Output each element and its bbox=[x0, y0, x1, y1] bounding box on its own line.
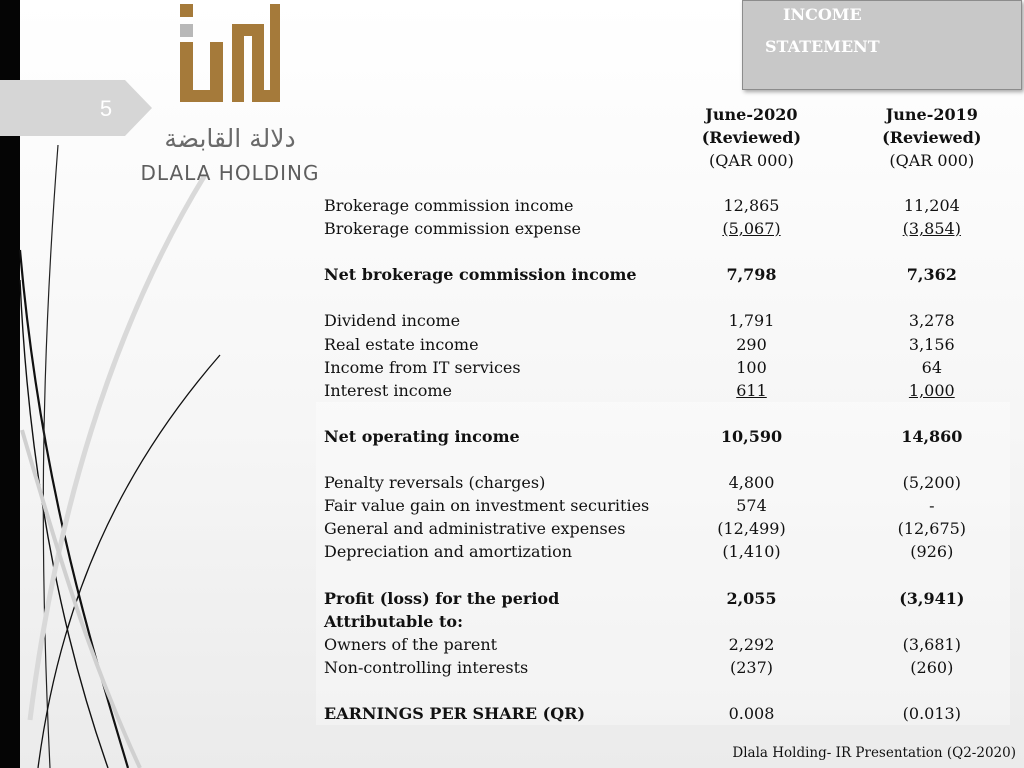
column-period: June-2020 bbox=[705, 105, 798, 124]
value-2020 bbox=[673, 448, 829, 471]
table-row-spacer bbox=[316, 679, 1010, 702]
table-row bbox=[316, 379, 1010, 402]
table-row bbox=[316, 656, 1010, 679]
value-2020 bbox=[673, 679, 829, 702]
table-row bbox=[316, 517, 1010, 540]
value-2019: 1,000 bbox=[908, 380, 955, 400]
row-label bbox=[316, 286, 673, 309]
column-header-2019 bbox=[854, 102, 1010, 194]
row-label: Brokerage commission income bbox=[324, 196, 574, 215]
value-2020: 2,292 bbox=[728, 634, 775, 654]
row-label: Real estate income bbox=[324, 334, 479, 354]
footer-text: Dlala Holding- IR Presentation (Q2-2020) bbox=[732, 745, 1016, 761]
value-2020 bbox=[673, 240, 829, 263]
table-row-spacer bbox=[316, 286, 1010, 309]
value-2020 bbox=[673, 610, 829, 633]
value-2019: (926) bbox=[910, 542, 954, 562]
value-2020: 574 bbox=[736, 496, 767, 516]
row-label: Owners of the parent bbox=[324, 634, 498, 654]
table-row bbox=[316, 217, 1010, 240]
row-label: Attributable to: bbox=[324, 611, 463, 631]
page-number-tab bbox=[0, 80, 152, 136]
value-2020: 10,590 bbox=[720, 426, 783, 446]
row-label: Profit (loss) for the period bbox=[324, 588, 560, 608]
value-2019: - bbox=[929, 496, 935, 516]
column-header-2020 bbox=[673, 102, 829, 194]
row-label bbox=[316, 564, 673, 587]
value-2020: 1,791 bbox=[728, 311, 775, 331]
row-label: Interest income bbox=[324, 380, 453, 400]
table-row-eps bbox=[316, 702, 1010, 725]
value-2019 bbox=[854, 402, 1010, 425]
table-row-spacer bbox=[316, 564, 1010, 587]
table-row-spacer bbox=[316, 402, 1010, 425]
column-unit: (QAR 000) bbox=[889, 151, 975, 170]
table-row bbox=[316, 471, 1010, 494]
value-2020: 611 bbox=[736, 380, 767, 400]
value-2019 bbox=[854, 286, 1010, 309]
row-label bbox=[316, 402, 673, 425]
row-label: Brokerage commission expense bbox=[324, 219, 581, 239]
table-row-subtotal bbox=[316, 263, 1010, 286]
row-label: General and administrative expenses bbox=[324, 519, 626, 539]
row-label: Non-controlling interests bbox=[324, 657, 529, 677]
value-2019 bbox=[854, 679, 1010, 702]
row-label: Net operating income bbox=[324, 426, 520, 446]
column-unit: (QAR 000) bbox=[708, 151, 794, 170]
value-2019: 64 bbox=[921, 357, 942, 377]
row-label: Net brokerage commission income bbox=[324, 265, 637, 285]
value-2020: 7,798 bbox=[726, 265, 777, 285]
value-2020: (1,410) bbox=[722, 542, 781, 562]
value-2020: 100 bbox=[736, 357, 767, 377]
row-label: Penalty reversals (charges) bbox=[324, 473, 546, 493]
column-status: (Reviewed) bbox=[701, 128, 802, 147]
value-2019: 14,860 bbox=[901, 426, 963, 446]
value-2019: (3,681) bbox=[902, 634, 961, 654]
row-label bbox=[316, 448, 673, 471]
logo-arabic-text: دلالة القابضة bbox=[164, 124, 296, 153]
value-2020: (237) bbox=[729, 657, 773, 677]
value-2019 bbox=[854, 240, 1010, 263]
table-row bbox=[316, 309, 1010, 332]
value-2020: 0.008 bbox=[728, 704, 775, 724]
value-2019 bbox=[854, 564, 1010, 587]
dlala-logo-icon bbox=[180, 2, 280, 108]
header-spacer bbox=[316, 102, 673, 194]
value-2020: (12,499) bbox=[717, 519, 786, 539]
table-row-spacer bbox=[316, 448, 1010, 471]
row-label bbox=[316, 240, 673, 263]
value-2019: 11,204 bbox=[903, 196, 960, 215]
value-2019: 7,362 bbox=[906, 265, 957, 285]
value-2020: 290 bbox=[736, 334, 767, 354]
value-2020 bbox=[673, 564, 829, 587]
title-line-1: INCOME bbox=[783, 5, 862, 24]
table-row bbox=[316, 540, 1010, 563]
value-2019: (3,854) bbox=[902, 219, 961, 239]
value-2019: (3,941) bbox=[899, 588, 965, 608]
value-2019: (12,675) bbox=[897, 519, 967, 539]
row-label: Fair value gain on investment securities bbox=[324, 496, 650, 516]
title-box bbox=[742, 0, 1022, 90]
row-label: Depreciation and amortization bbox=[324, 542, 573, 562]
column-period: June-2019 bbox=[885, 105, 978, 124]
value-2019: (260) bbox=[910, 657, 954, 677]
value-2020: 12,865 bbox=[723, 196, 780, 215]
title-line-2: STATEMENT bbox=[765, 37, 880, 56]
page-number: 5 bbox=[99, 96, 113, 121]
table-header bbox=[316, 102, 1010, 194]
value-2019 bbox=[854, 448, 1010, 471]
value-2020: 2,055 bbox=[726, 588, 777, 608]
column-status: (Reviewed) bbox=[882, 128, 982, 147]
value-2019: 3,278 bbox=[908, 311, 955, 331]
table-row-heading bbox=[316, 610, 1010, 633]
value-2020 bbox=[673, 286, 829, 309]
table-row-spacer bbox=[316, 240, 1010, 263]
logo-latin-text: DLALA HOLDING bbox=[140, 161, 320, 185]
value-2019: 3,156 bbox=[908, 334, 955, 354]
row-label: Dividend income bbox=[324, 311, 461, 331]
value-2020: 4,800 bbox=[728, 473, 775, 493]
value-2020 bbox=[673, 402, 829, 425]
row-label: Income from IT services bbox=[324, 357, 521, 377]
table-row bbox=[316, 194, 1010, 217]
row-label bbox=[316, 679, 673, 702]
table-row bbox=[316, 633, 1010, 656]
row-label: EARNINGS PER SHARE (QR) bbox=[324, 704, 586, 724]
table-row-total bbox=[316, 587, 1010, 610]
value-2019 bbox=[854, 610, 1010, 633]
table-row bbox=[316, 356, 1010, 379]
table-row bbox=[316, 333, 1010, 356]
table-row bbox=[316, 494, 1010, 517]
value-2019: (0.013) bbox=[902, 704, 961, 724]
value-2019: (5,200) bbox=[902, 473, 961, 493]
value-2020: (5,067) bbox=[722, 219, 781, 239]
income-statement-table bbox=[316, 102, 1010, 725]
table-row-subtotal bbox=[316, 425, 1010, 448]
